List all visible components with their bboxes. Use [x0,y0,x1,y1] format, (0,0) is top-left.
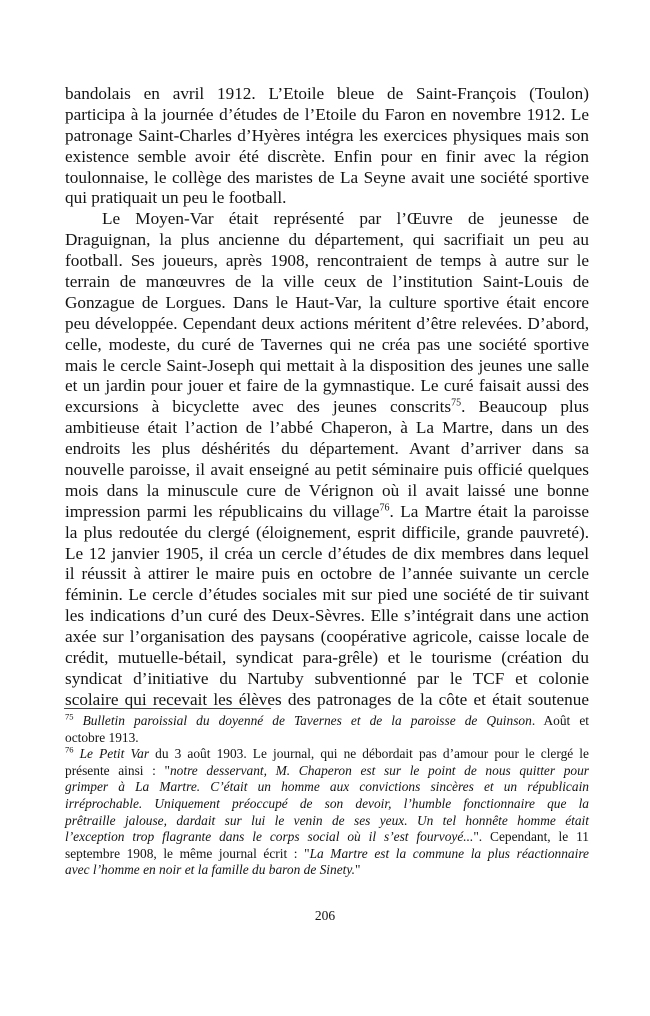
paragraph-start-line: Le Moyen-Var était représenté par l’Œuvre de jeunesse de [102,209,589,229]
body-line: et un jardin pour jouer et faire de la gymnastique. Le curé faisait aussi des [65,376,589,396]
body-line: existence semble avoir été discrète. Enfin pour en finir avec la région [65,146,589,166]
footnote-line: grimper à La Martre. C’était un homme aux convictions sincères et un républicain [65,779,589,795]
body-line: terrain de manœuvres de la ville ceux de l’institution Saint-Louis de [65,272,589,292]
body-line: excursions à bicyclette avec des jeunes conscrits$^{75}$. Beaucoup plus [65,397,589,417]
body-line: bandolais en avril 1912. L’Etoile bleue de Saint-François (Toulon) [65,84,589,103]
footnote-line: irréprochable. Uniquement préoccupé de son devoir, l’humble fonctionnaire que la [65,795,589,811]
footnote-line: présente ainsi : "notre desservant, M. Chaperon est sur le point de nous quitter pour [65,762,589,778]
body-line: impression parmi les républicains du village$^{76}$. La Martre était la paroisse [65,501,589,521]
body-line: mais le cercle Saint-Joseph qui mettait à la disposition des jeunes une salle [65,355,589,375]
body-line: qui pratiquait un peu le football. [65,188,287,208]
footnote-line: septembre 1908, le même journal écrit : "La Martre est la commune la plus réactionnaire [65,845,589,861]
body-line: toulonnaise, le collège des maristes de La Seyne avait une société sportive [65,167,589,187]
footnote-75: $^{75}$ Bulletin paroissial du doyenné de Tavernes et de la paroisse de Quinson. Août et [65,711,589,728]
body-line: scolaire qui recevait les élèves des patronages de la côte et était soutenue [65,689,589,709]
body-line: celle, modeste, du curé de Tavernes qui ne créa pas une société sportive [65,334,589,354]
body-line: féminin. Le cercle d’études sociales mit sur pied une société de tir suivant [65,585,589,605]
page-number: 206 [314,908,336,923]
body-line: il réussit à attirer le maire puis en octobre de l’année suivante un cercle [65,564,589,584]
body-line: peu développée. Cependant deux actions méritent d’être relevées. D’abord, [65,313,589,333]
body-line: Draguignan, la plus ancienne du département, qui sacrifiait un peu au [65,230,589,250]
body-line: football. Ses joueurs, après 1908, rencontraient de temps à autre sur le [65,251,589,271]
body-line: axée sur l’organisation des paysans (coopérative agricole, caisse locale de [65,627,589,647]
body-line: ambitieuse était l’action de l’abbé Chaperon, à La Martre, dans un des [65,418,589,438]
footnote-line: prêtraille jalouse, dardait sur lui le venin de ses yeux. Un tel honnête homme était [65,812,589,828]
footnote-76: $^{76}$ Le Petit Var du 3 août 1903. Le journal, qui ne débordait pas d’amour pour le clergé le [65,744,589,762]
footnote-number: 75 [65,711,74,722]
body-line: les indications d’un curé des Deux-Sèvres. Elle s’intégrait dans une action [65,606,589,626]
footnotes [65,713,589,879]
body-line: la plus redoutée du clergé (éloignement, esprit difficile, grande pauvreté). [65,522,589,542]
body-line: mois dans la minuscule cure de Vérignon où il avait laissé une bonne [65,480,589,500]
footnote-ref-75[interactable]: 75 [451,397,462,409]
footnote-line: l’exception trop flagrante dans le corps social où il s’est fourvoyé...". Cependant, le 11 [65,829,589,845]
body-line: Le 12 janvier 1905, il créa un cercle d’études de dix membres dans lequel [65,543,589,563]
footnote-separator [64,708,271,709]
body-text [65,84,589,711]
footnote-line: avec l’homme en noir et la famille du baron de Sinety." [65,862,361,878]
body-line: nouvelle paroisse, il avait enseigné au petit séminaire puis officié quelques [65,460,589,480]
body-line: Gonzague de Lorgues. Dans le Haut-Var, la culture sportive était encore [65,292,589,312]
footnote-ref-76[interactable]: 76 [379,502,390,514]
body-line: crédit, mutuelle-bétail, syndicat para-grêle) et le tourisme (création du [65,648,589,668]
body-line: endroits les plus déshérités du département. Avant d’arriver dans sa [65,439,589,459]
body-line: syndicat d’initiative du Nartuby subventionné par le TCF et colonie [65,668,589,688]
footnote-line: octobre 1913. [65,729,139,745]
body-line: patronage Saint-Charles d’Hyères intégra les exercices physiques mais son [65,125,589,145]
footnote-number: 76 [65,744,74,755]
body-line: participa à la journée d’études de l’Etoile du Faron en novembre 1912. Le [65,104,589,124]
